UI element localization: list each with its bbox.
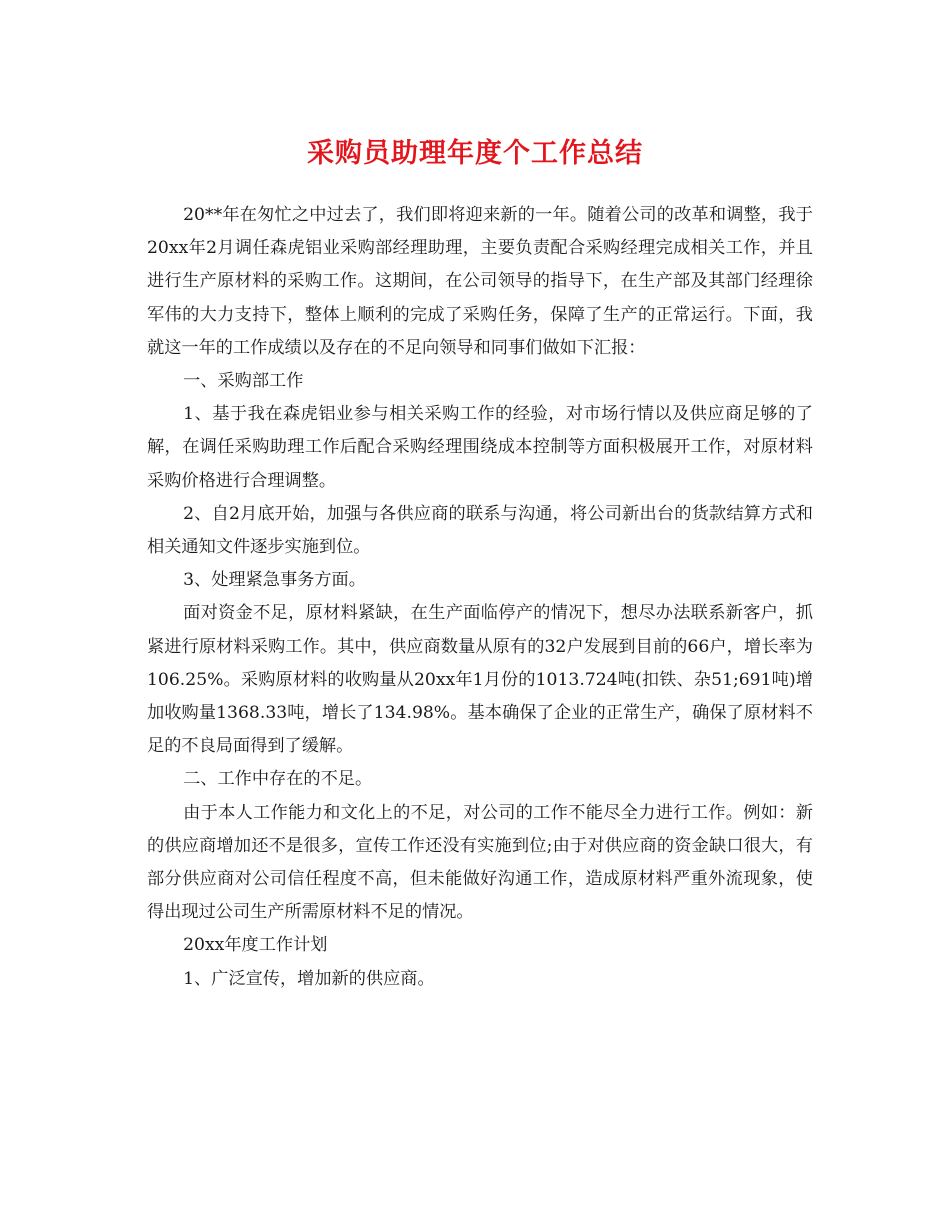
paragraph-item-1: 1、基于我在森虎铝业参与相关采购工作的经验，对市场行情以及供应商足够的了解，在调任采购助理工作后配合采购经理围绕成本控制等方面积极展开工作，对原材料采购价格进行合理调整。 [147,404,813,491]
paragraph-item-2: 2、自2月底开始，加强与各供应商的联系与沟通，将公司新出台的货款结算方式和相关通知文件逐步实施到位。 [147,503,813,558]
paragraph-intro: 20**年在匆忙之中过去了，我们即将迎来新的一年。随着公司的改革和调整，我于20xx年2月调任森虎铝业采购部经理助理，主要负责配合采购经理完成相关工作，并且进行生产原材料的采购工作。这期间，在公司领导的指导下，在生产部及其部门经理徐军伟的大力支持下，整体上顺利的完成了采购任务，保障了生产的正常运行。下面，我就这一年的工作成绩以及存在的不足向领导和同事们做如下汇报： [147,205,813,358]
heading-shortcomings: 二、工作中存在的不足。 [183,769,373,790]
paragraph-emergency-details: 面对资金不足，原材料紧缺，在生产面临停产的情况下，想尽办法联系新客户，抓紧进行原材料采购工作。其中，供应商数量从原有的32户发展到目前的66户，增长率为106.25%。采购原材料的收购量从20xx年1月份的1013.724吨(扣铁、杂51;691吨)增加收购量1368.33吨，增长了134.98%。基本确保了企业的正常生产，确保了原材料不足的不良局面得到了缓解。 [147,603,813,757]
paragraph-plan-item-1: 1、广泛宣传，增加新的供应商。 [183,968,435,989]
paragraph-item-3: 3、处理紧急事务方面。 [183,570,366,591]
paragraph-shortcomings: 由于本人工作能力和文化上的不足，对公司的工作不能尽全力进行工作。例如：新的供应商增加还不是很多，宣传工作还没有实施到位;由于对供应商的资金缺口很大，有部分供应商对公司信任程度不高，但未能做好沟通工作，造成原材料严重外流现象，使得出现过公司生产所需原材料不足的情况。 [147,802,813,923]
heading-purchasing-work: 一、采购部工作 [183,371,304,392]
heading-annual-plan: 20xx年度工作计划 [183,935,328,956]
document-body [147,199,813,996]
document-title: 采购员助理年度个工作总结 [307,138,643,169]
